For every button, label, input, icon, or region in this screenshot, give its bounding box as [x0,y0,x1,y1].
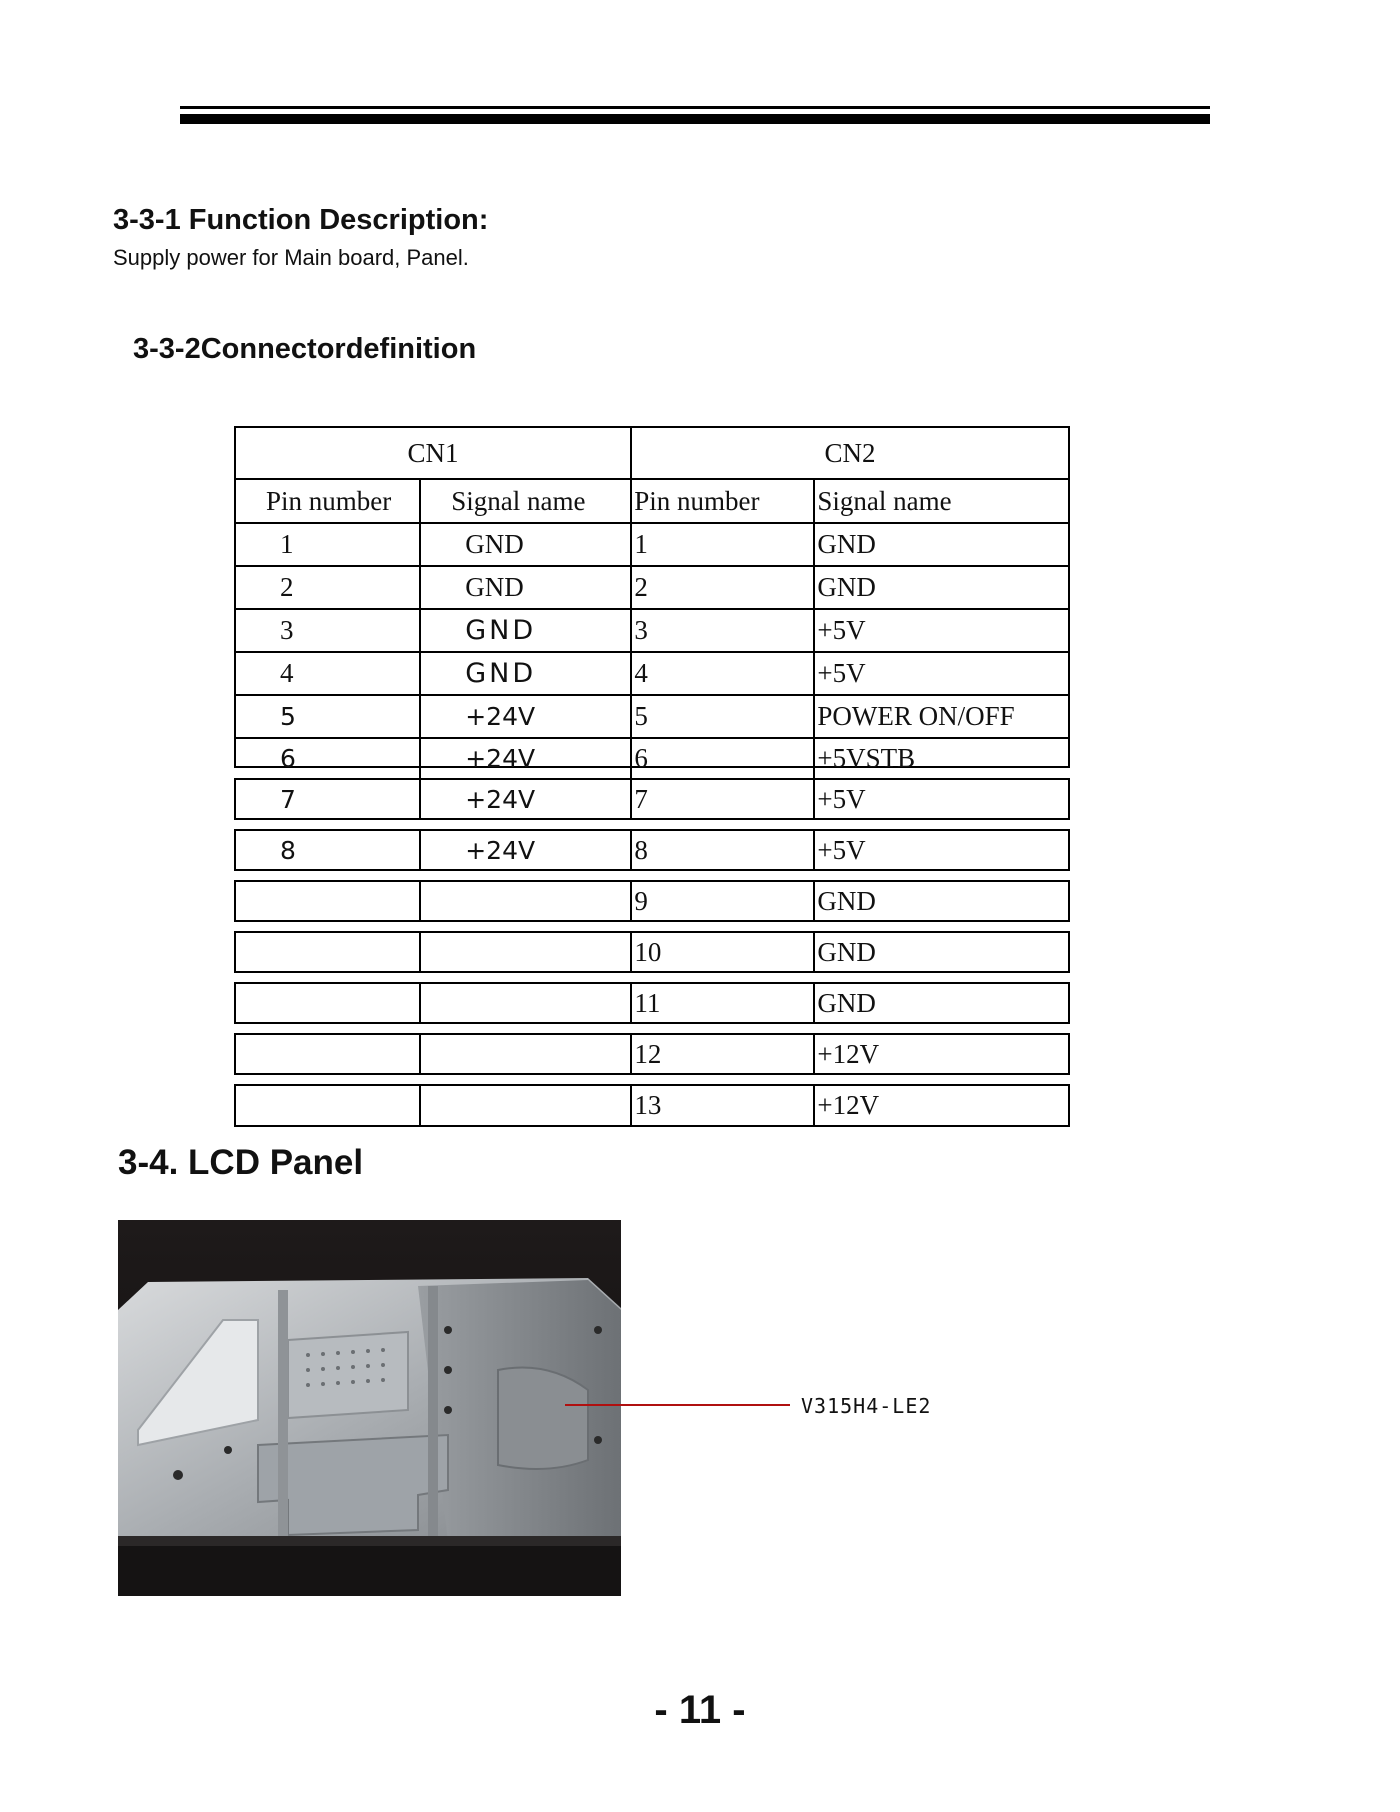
col-header-signal-cn1: Signal name [419,480,630,522]
cn1-pin [236,984,419,1022]
cn1-header: CN1 [407,437,459,468]
cn1-pin: 5 [280,702,296,731]
cn2-pin: 11 [630,984,813,1022]
cn1-signal: GND [419,653,630,694]
cn1-signal: +24V [419,696,630,737]
cn1-pin [236,1035,419,1073]
col-header-pin-cn1: Pin number [266,485,392,516]
cn2-signal: POWER ON/OFF [813,696,1068,737]
cn2-signal: GND [813,933,1068,971]
cn1-pin [236,1086,419,1125]
page-number: - 11 - [654,1688,746,1732]
cn1-signal [419,882,630,920]
cn1-pin: 1 [280,529,294,559]
cn2-pin: 8 [630,831,813,869]
header-rule-thick [180,114,1210,124]
cn2-pin: 7 [630,780,813,818]
cn1-pin [236,882,419,920]
cn2-signal: +5VSTB [813,739,1068,778]
cn2-pin: 6 [630,739,813,778]
cn1-pin: 7 [280,784,296,814]
cn1-pin: 4 [280,658,294,688]
cn2-signal: +5V [813,610,1068,651]
cn1-signal: GND [419,610,630,651]
connector-table [234,426,1070,773]
cn2-pin: 2 [630,567,813,608]
cn2-signal: +5V [813,780,1068,818]
table-row [236,524,1068,567]
cn1-pin [236,933,419,971]
lcd-panel-photo [118,1220,621,1596]
table-row [234,1084,1070,1127]
table-row [236,610,1068,653]
cn1-pin: 3 [280,615,294,645]
table-row [234,778,1070,820]
cn2-pin: 3 [630,610,813,651]
table-group-header-row [236,428,1068,480]
lcd-model-label: V315H4-LE2 [801,1394,932,1418]
cn2-pin: 5 [630,696,813,737]
callout-line [565,1404,790,1406]
cn2-signal: GND [813,524,1068,565]
cn2-signal: +12V [813,1035,1068,1073]
table-row [234,931,1070,973]
table-row [234,1033,1070,1075]
cn2-signal: GND [813,984,1068,1022]
connector-definition-heading: 3-3-2Connectordefinition [133,333,477,365]
cn2-pin: 1 [630,524,813,565]
cn1-signal: +24V [419,831,630,869]
cn2-signal: GND [813,567,1068,608]
function-description-text: Supply power for Main board, Panel. [113,245,469,270]
cn2-header: CN2 [630,428,1068,478]
table-row [234,982,1070,1024]
cn2-pin: 13 [630,1086,813,1125]
cn2-pin: 9 [630,882,813,920]
lcd-panel-heading: 3-4. LCD Panel [118,1143,364,1182]
table-row [236,696,1068,739]
table-column-header-row [236,480,1068,524]
cn1-signal: +24V [419,739,630,778]
cn1-signal: GND [419,567,630,608]
cn2-signal: +5V [813,831,1068,869]
cn2-pin: 12 [630,1035,813,1073]
cn1-signal [419,1086,630,1125]
cn1-signal [419,1035,630,1073]
cn1-pin: 6 [280,744,296,773]
col-header-signal-cn2: Signal name [813,480,1068,522]
header-rule-thin [180,106,1210,109]
cn1-pin: 2 [280,572,294,602]
cn1-pin: 8 [280,835,296,865]
cn1-signal: +24V [419,780,630,818]
cn1-signal [419,984,630,1022]
table-row [236,739,1068,778]
cn2-pin: 10 [630,933,813,971]
cn2-signal: +5V [813,653,1068,694]
function-description-heading: 3-3-1 Function Description: [113,204,489,236]
cn2-signal: GND [813,882,1068,920]
cn1-signal [419,933,630,971]
table-row [236,653,1068,696]
table-row [236,567,1068,610]
table-row [234,880,1070,922]
cn2-pin: 4 [630,653,813,694]
cn2-signal: +12V [813,1086,1068,1125]
table-row [234,829,1070,871]
cn1-signal: GND [419,524,630,565]
col-header-pin-cn2: Pin number [630,480,813,522]
